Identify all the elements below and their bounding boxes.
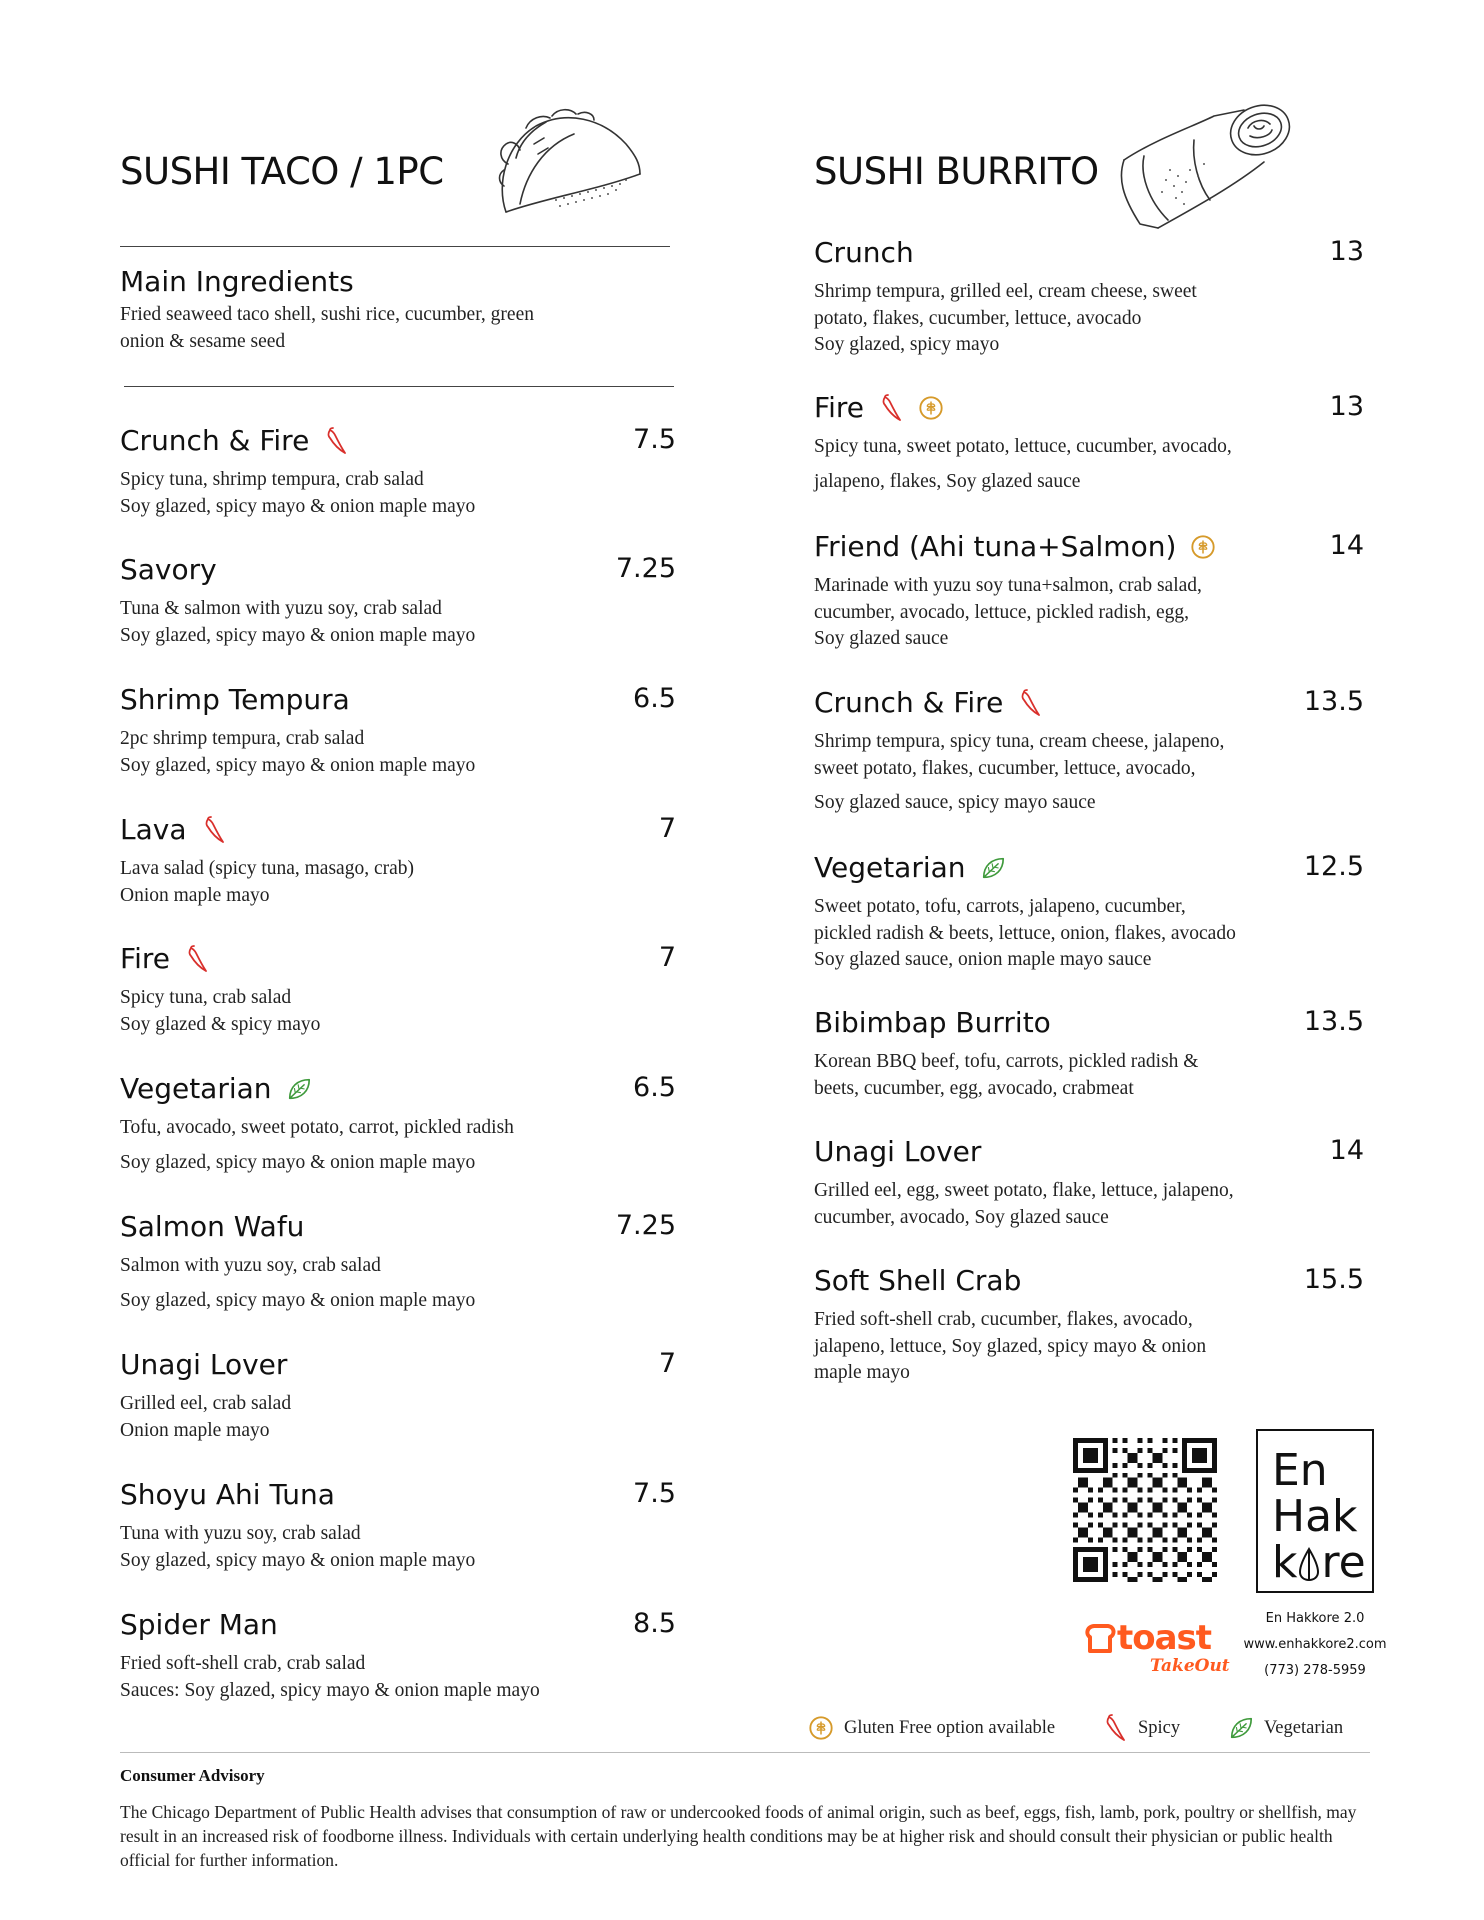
item-name-wrap: [814, 686, 1043, 719]
item-name-wrap: [814, 1135, 981, 1168]
item-name-wrap: [120, 424, 349, 457]
item-desc-line: Soy glazed sauce, spicy mayo sauce: [814, 792, 1096, 813]
item-price: 14: [1329, 1135, 1364, 1166]
item-desc-line: beets, cucumber, egg, avocado, crabmeat: [814, 1077, 1134, 1099]
vegetarian-icon: [980, 854, 1006, 882]
item-name: Unagi Lover: [814, 1135, 982, 1168]
menu-item: [120, 942, 676, 1038]
menu-item: [120, 1072, 676, 1176]
spicy-icon: [1102, 1714, 1128, 1742]
item-name-wrap: [814, 1264, 1021, 1297]
menu-item: [814, 1006, 1364, 1102]
section-divider: [124, 386, 674, 387]
contact-name: En Hakkore 2.0: [1265, 1611, 1365, 1626]
item-name: Friend (Ahi tuna+Salmon): [814, 530, 1177, 563]
toast-word: toast: [1117, 1618, 1212, 1658]
item-desc-line: Spicy tuna, crab salad: [120, 987, 292, 1008]
section-divider: [120, 246, 670, 247]
item-header: [814, 686, 1364, 726]
legend-vegetarian: [1228, 1714, 1343, 1742]
menu-item: [814, 530, 1364, 653]
legend-label: Gluten Free option available: [844, 1717, 1056, 1738]
legend-spicy: [1102, 1714, 1180, 1742]
item-desc-line: Korean BBQ beef, tofu, carrots, pickled radish &: [814, 1051, 1199, 1072]
spicy-icon: [323, 427, 349, 455]
item-name: Fire: [120, 942, 170, 975]
item-price: 15.5: [1303, 1264, 1364, 1295]
restaurant-logo: [1256, 1429, 1374, 1593]
item-desc-line: jalapeno, lettuce, Soy glazed, spicy mayo & onion: [814, 1335, 1207, 1357]
menu-item: [120, 683, 676, 779]
item-header: [814, 1264, 1364, 1304]
item-header: [814, 1135, 1364, 1175]
item-description: [814, 729, 1364, 817]
item-price: 6.5: [633, 1072, 676, 1103]
menu-item: [120, 553, 676, 649]
item-desc-line: Grilled eel, crab salad: [120, 1393, 292, 1414]
item-desc-line: Soy glazed, spicy mayo & onion maple mayo: [120, 1289, 476, 1311]
menu-item: [814, 686, 1364, 817]
item-name-wrap: [120, 1608, 278, 1641]
item-header: [120, 424, 676, 464]
item-desc-line: sweet potato, flakes, cucumber, lettuce, avocado,: [814, 757, 1196, 779]
item-description: [814, 434, 1364, 495]
item-desc-line: Sweet potato, tofu, carrots, jalapeno, cucumber,: [814, 896, 1186, 917]
item-name: Vegetarian: [814, 851, 966, 884]
item-price: 8.5: [633, 1608, 676, 1639]
item-name-wrap: [814, 391, 944, 424]
item-desc-line: Spicy tuna, shrimp tempura, crab salad: [120, 469, 424, 490]
item-header: [120, 1072, 676, 1112]
item-desc-line: Fried soft-shell crab, cucumber, flakes, avocado,: [814, 1309, 1193, 1330]
main-ingredients-title: Main Ingredients: [120, 265, 354, 298]
item-header: [814, 530, 1364, 570]
item-desc-line: Fried soft-shell crab, crab salad: [120, 1653, 366, 1674]
toast-takeout-label: TakeOut: [1150, 1656, 1230, 1676]
item-name: Savory: [120, 553, 217, 586]
logo-line: Hak: [1272, 1491, 1358, 1542]
item-name-wrap: [120, 1348, 287, 1381]
item-price: 7.5: [633, 1478, 676, 1509]
advisory-title: Consumer Advisory: [120, 1766, 265, 1785]
item-price: 7.5: [633, 424, 676, 455]
item-name: Spider Man: [120, 1608, 278, 1641]
item-header: [814, 851, 1364, 891]
item-price: 12.5: [1303, 851, 1364, 882]
item-desc-line: Soy glazed, spicy mayo & onion maple mayo: [120, 495, 476, 517]
item-desc-line: Soy glazed, spicy mayo & onion maple mayo: [120, 1151, 476, 1173]
item-desc-line: Soy glazed & spicy mayo: [120, 1013, 321, 1035]
item-price: 7: [658, 1348, 676, 1379]
spicy-icon: [201, 816, 227, 844]
item-description: [120, 1253, 676, 1314]
legend-gluten-free: [808, 1714, 1055, 1742]
item-name-wrap: [814, 1006, 1051, 1039]
menu-item: [814, 1264, 1364, 1387]
item-name: Shoyu Ahi Tuna: [120, 1478, 335, 1511]
logo-letter: k: [1272, 1537, 1298, 1588]
logo-drop-icon: [1298, 1547, 1320, 1581]
item-desc-line: Shrimp tempura, spicy tuna, cream cheese, jalapeno,: [814, 731, 1225, 752]
contact-phone[interactable]: (773) 278-5959: [1264, 1663, 1366, 1678]
menu-item: [120, 1478, 676, 1574]
item-description: [120, 596, 676, 649]
spicy-icon: [878, 394, 904, 422]
item-desc-line: cucumber, avocado, lettuce, pickled radish, egg,: [814, 601, 1189, 623]
menu-item: [814, 851, 1364, 974]
item-description: [814, 1178, 1364, 1231]
item-name-wrap: [120, 1478, 335, 1511]
vegetarian-icon: [1228, 1714, 1254, 1742]
item-description: [814, 573, 1364, 653]
item-name-wrap: [814, 851, 1006, 884]
item-description: [814, 279, 1364, 359]
item-desc-line: Soy glazed sauce, onion maple mayo sauce: [814, 949, 1152, 970]
legend-label: Spicy: [1138, 1717, 1181, 1738]
item-desc-line: Onion maple mayo: [120, 1419, 270, 1441]
menu-item: [120, 1210, 676, 1314]
item-desc-line: Soy glazed sauce: [814, 628, 949, 649]
item-desc-line: Soy glazed, spicy mayo: [814, 334, 1000, 355]
item-header: [814, 391, 1364, 431]
contact-website[interactable]: www.enhakkore2.com: [1243, 1637, 1387, 1652]
item-name: Crunch & Fire: [120, 424, 310, 457]
item-desc-line: Soy glazed, spicy mayo & onion maple mayo: [120, 754, 476, 776]
advisory-text: The Chicago Department of Public Health advises that consumption of raw or undercooked foods of animal origin, such as beef, eggs, fish, lamb, pork, poultry or shellfish, may result in an increased risk of foodborne illness. Individuals with certain underlying health conditions may be at higher risk and should consult their physician or public health official for further information.: [120, 1802, 1357, 1870]
item-description: [814, 1307, 1364, 1387]
item-name: Fire: [814, 391, 864, 424]
taco-section-title: SUSHI TACO / 1PC: [120, 150, 444, 193]
item-name-wrap: [814, 530, 1216, 563]
item-header: [120, 1210, 676, 1250]
spicy-icon: [184, 945, 210, 973]
item-desc-line: Marinade with yuzu soy tuna+salmon, crab salad,: [814, 575, 1202, 596]
burrito-section-title: SUSHI BURRITO: [814, 150, 1099, 193]
item-header: [120, 1478, 676, 1518]
item-name-wrap: [120, 683, 350, 716]
item-description: [814, 894, 1364, 974]
ingredients-line: Fried seaweed taco shell, sushi rice, cucumber, green: [120, 304, 534, 325]
item-desc-line: Lava salad (spicy tuna, masago, crab): [120, 858, 415, 879]
menu-item: [120, 424, 676, 520]
item-description: [120, 1115, 676, 1176]
item-price: 13: [1329, 391, 1364, 422]
item-price: 13.5: [1303, 686, 1364, 717]
item-header: [120, 553, 676, 593]
gluten-free-icon: [918, 394, 944, 422]
item-name: Unagi Lover: [120, 1348, 288, 1381]
footer-divider: [120, 1752, 1370, 1753]
main-ingredients: [120, 265, 676, 355]
item-name-wrap: [120, 942, 210, 975]
item-description: [120, 1651, 676, 1704]
item-name-wrap: [120, 553, 217, 586]
item-desc-line: Salmon with yuzu soy, crab salad: [120, 1255, 381, 1276]
gluten-free-icon: [808, 1714, 834, 1742]
taco-illustration: [486, 104, 652, 222]
item-name: Shrimp Tempura: [120, 683, 350, 716]
menu-item: [814, 391, 1364, 495]
item-header: [120, 1348, 676, 1388]
burrito-illustration: [1114, 100, 1294, 230]
item-name-wrap: [120, 813, 227, 846]
consumer-advisory: [120, 1766, 1370, 1872]
item-price: 7.25: [615, 553, 676, 584]
item-price: 7: [658, 942, 676, 973]
menu-item: [814, 236, 1364, 359]
item-desc-line: Tofu, avocado, sweet potato, carrot, pickled radish: [120, 1117, 514, 1138]
item-description: [814, 1049, 1364, 1102]
item-price: 6.5: [633, 683, 676, 714]
legend-label: Vegetarian: [1264, 1717, 1344, 1738]
item-description: [120, 467, 676, 520]
item-header: [120, 813, 676, 853]
menu-item: [814, 1135, 1364, 1231]
item-name-wrap: [120, 1210, 304, 1243]
item-name-wrap: [814, 236, 914, 269]
item-desc-line: Soy glazed, spicy mayo & onion maple mayo: [120, 1549, 476, 1571]
item-name: Crunch: [814, 236, 914, 269]
item-description: [120, 856, 676, 909]
item-desc-line: Onion maple mayo: [120, 884, 270, 906]
item-name: Bibimbap Burrito: [814, 1006, 1051, 1039]
gluten-free-icon: [1190, 533, 1216, 561]
menu-item: [120, 813, 676, 909]
item-desc-line: cucumber, avocado, Soy glazed sauce: [814, 1206, 1109, 1228]
toast-bread-icon: [1084, 1623, 1116, 1653]
item-description: [120, 1391, 676, 1444]
item-price: 7: [658, 813, 676, 844]
item-desc-line: Sauces: Soy glazed, spicy mayo & onion maple mayo: [120, 1679, 540, 1701]
item-desc-line: Grilled eel, egg, sweet potato, flake, lettuce, jalapeno,: [814, 1180, 1234, 1201]
item-desc-line: Shrimp tempura, grilled eel, cream cheese, sweet: [814, 281, 1197, 302]
toast-takeout-logo[interactable]: [1084, 1618, 1230, 1676]
item-name: Soft Shell Crab: [814, 1264, 1022, 1297]
vegetarian-icon: [286, 1075, 312, 1103]
item-header: [120, 1608, 676, 1648]
item-desc-line: Tuna with yuzu soy, crab salad: [120, 1523, 361, 1544]
qr-code[interactable]: [1073, 1438, 1217, 1582]
item-desc-line: 2pc shrimp tempura, crab salad: [120, 728, 365, 749]
item-desc-line: jalapeno, flakes, Soy glazed sauce: [814, 470, 1081, 492]
item-desc-line: pickled radish & beets, lettuce, onion, flakes, avocado: [814, 922, 1236, 944]
item-desc-line: maple mayo: [814, 1362, 910, 1383]
item-header: [814, 1006, 1364, 1046]
item-header: [814, 236, 1364, 276]
item-desc-line: Spicy tuna, sweet potato, lettuce, cucumber, avocado,: [814, 436, 1232, 457]
item-header: [120, 683, 676, 723]
main-ingredients-desc: [120, 302, 676, 355]
logo-line: En: [1272, 1445, 1328, 1496]
item-header: [120, 942, 676, 982]
item-description: [120, 726, 676, 779]
ingredients-line: onion & sesame seed: [120, 330, 286, 352]
item-name-wrap: [120, 1072, 312, 1105]
item-description: [120, 985, 676, 1038]
item-price: 13: [1329, 236, 1364, 267]
item-name: Salmon Wafu: [120, 1210, 305, 1243]
item-price: 13.5: [1303, 1006, 1364, 1037]
menu-item: [120, 1348, 676, 1444]
logo-letter: re: [1321, 1537, 1366, 1588]
item-name: Lava: [120, 813, 187, 846]
item-name: Vegetarian: [120, 1072, 272, 1105]
item-desc-line: potato, flakes, cucumber, lettuce, avocado: [814, 307, 1142, 329]
menu-item: [120, 1608, 676, 1704]
item-price: 14: [1329, 530, 1364, 561]
item-desc-line: Tuna & salmon with yuzu soy, crab salad: [120, 598, 442, 619]
logo-line: [1272, 1537, 1366, 1588]
item-name: Crunch & Fire: [814, 686, 1004, 719]
item-price: 7.25: [615, 1210, 676, 1241]
item-description: [120, 1521, 676, 1574]
spicy-icon: [1017, 689, 1043, 717]
item-desc-line: Soy glazed, spicy mayo & onion maple mayo: [120, 624, 476, 646]
